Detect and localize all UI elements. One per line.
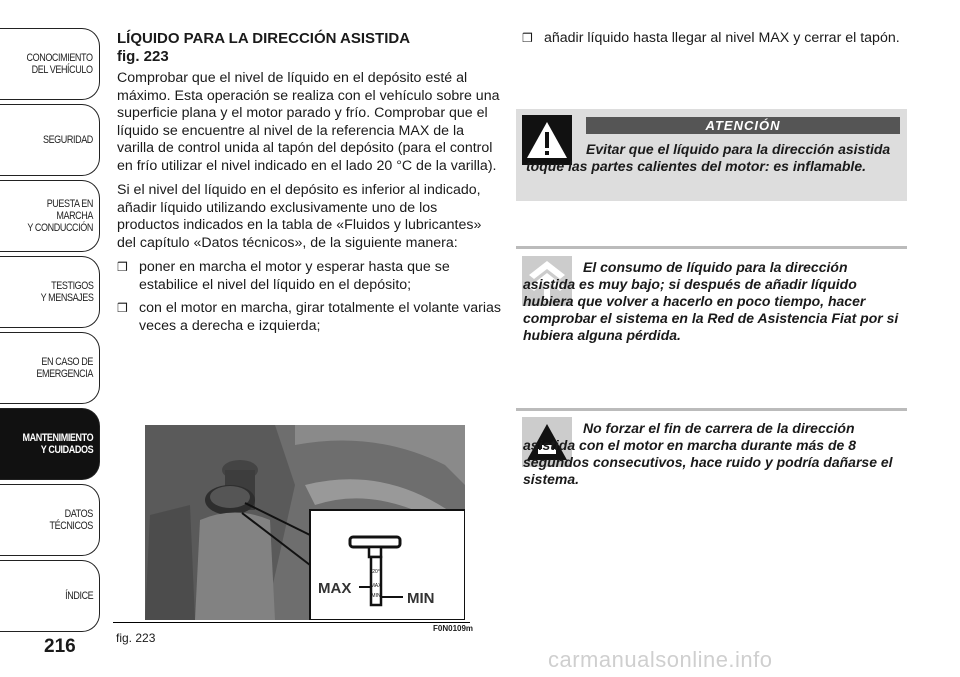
list-item-text: con el motor en marcha, girar totalmente el volante varias veces a derecha e izquierda; [139, 300, 501, 334]
section-figure-ref: fig. 223 [117, 48, 169, 65]
tab-label: PUESTA EN MARCHA Y CONDUCCIÓN [27, 198, 93, 234]
checkbox-bullet-icon: ❒ [117, 301, 128, 315]
watermark: carmanualsonline.info [548, 647, 773, 672]
list-item [522, 30, 907, 48]
checkbox-bullet-icon: ❒ [522, 31, 533, 45]
tab-seguridad[interactable] [0, 104, 100, 176]
left-column [117, 30, 502, 341]
note-divider [516, 408, 907, 411]
tab-en-caso-de-emergencia[interactable] [0, 332, 100, 404]
tab-mantenimiento-y-cuidados[interactable] [0, 408, 100, 480]
tab-testigos-y-mensajes[interactable] [0, 256, 100, 328]
tab-label: DATOS TÉCNICOS [49, 508, 93, 532]
paragraph: Si el nivel del líquido en el depósito es inferior al indicado, añadir líquido utilizando exclusivamente uno de los productos indicados en la tabla de «Fluidos y lubricantes» del capítulo «Datos técnicos», de la siguiente manera: [117, 182, 482, 251]
attention-box [516, 109, 907, 201]
dipstick-mark: MIN [371, 593, 381, 599]
note-divider [516, 246, 907, 249]
attention-text: Evitar que el líquido para la dirección asistida toque las partes calientes del motor: es inflamable. [526, 141, 891, 174]
tab-label: SEGURIDAD [43, 134, 93, 146]
list-item [117, 259, 502, 294]
section-heading: LÍQUIDO PARA LA DIRECCIÓN ASISTIDA [117, 30, 411, 47]
dipstick-mark: 20° [372, 569, 380, 575]
list-item-text: poner en marcha el motor y esperar hasta que se estabilice el nivel del líquido en el depósito; [139, 259, 450, 293]
tab-label: MANTENIMIENTO Y CUIDADOS [22, 432, 93, 456]
attention-title: ATENCIÓN [586, 117, 900, 134]
note-text: El consumo de líquido para la dirección asistida es muy bajo; si después de añadir líquido hubiera que volver a hacerlo en poco tiempo, hacer comprobar el sistema en la Red de Asistencia Fiat por si hubiera alguna pérdida. [523, 259, 899, 343]
figure-divider [113, 622, 470, 623]
tab-puesta-en-marcha[interactable] [0, 180, 100, 252]
dipstick-mark: MAX [370, 583, 382, 589]
list-item [117, 300, 502, 335]
engine-photo-illustration [145, 425, 465, 620]
tab-conocimiento-del-vehiculo[interactable] [0, 28, 100, 100]
note-text: No forzar el fin de carrera de la dirección asistida con el motor en marcha durante más de 8 segundos consecutivos, hace ruido y podría dañarse el sistema. [523, 420, 893, 487]
engine-photo-figure [145, 425, 465, 620]
tab-label: TESTIGOS Y MENSAJES [40, 280, 93, 304]
right-column [522, 30, 907, 54]
checkbox-bullet-icon: ❒ [117, 260, 128, 274]
tab-label: CONOCIMIENTO DEL VEHÍCULO [26, 52, 93, 76]
max-label: MAX [318, 580, 352, 597]
tab-label: ÍNDICE [64, 590, 93, 602]
tab-label: EN CASO DE EMERGENCIA [36, 356, 93, 380]
figure-code: F0N0109m [433, 624, 474, 633]
tab-indice[interactable] [0, 560, 100, 632]
min-label: MIN [407, 590, 435, 607]
figure-caption: fig. 223 [116, 631, 156, 645]
list-item-text: añadir líquido hasta llegar al nivel MAX y cerrar el tapón. [544, 30, 900, 46]
paragraph: Comprobar que el nivel de líquido en el depósito esté al máximo. Esta operación se realiza con el vehículo sobre una superficie plana y el motor parado y frío. Comprobar que el líquido se encuentre al nivel de la referencia MAX de la varilla de control unida al tapón del depósito (para el control en frío utilizar el nivel indicado en el lado 20 °C de la varilla). [117, 70, 500, 174]
tab-datos-tecnicos[interactable] [0, 484, 100, 556]
page-number: 216 [44, 636, 76, 657]
